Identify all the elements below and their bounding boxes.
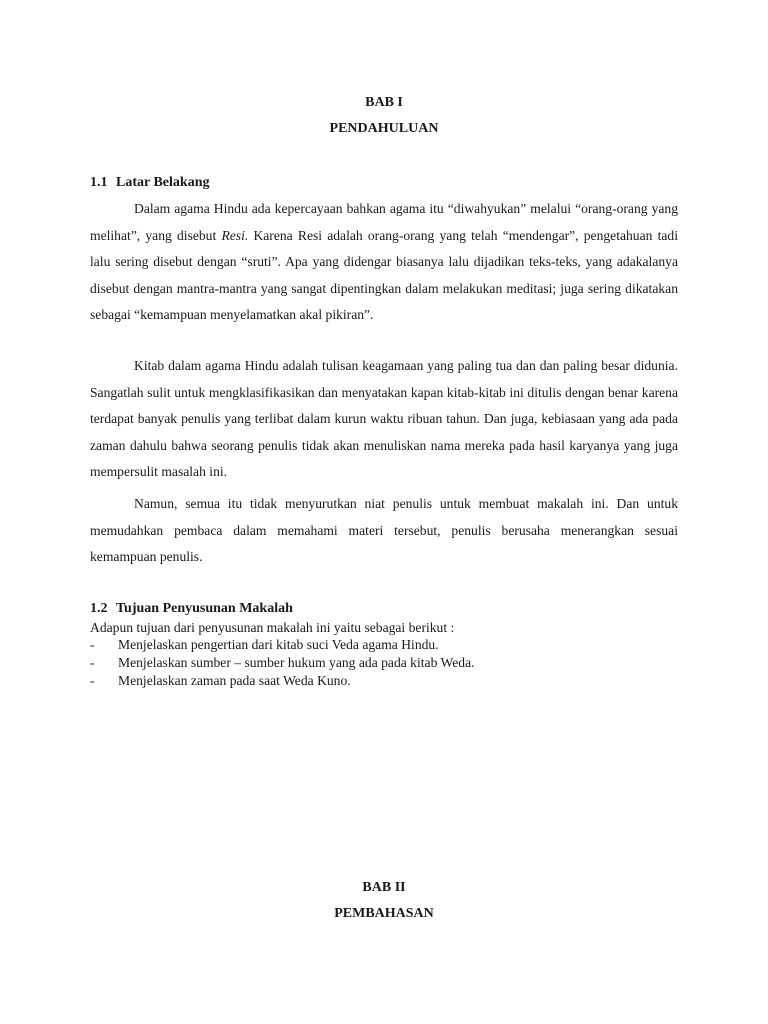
section-1-2-intro: Adapun tujuan dari penyusunan makalah ini yaitu sebagai berikut : (90, 620, 455, 635)
list-item-text: Menjelaskan zaman pada saat Weda Kuno. (118, 673, 351, 688)
chapter-1-title: BAB I (365, 95, 403, 110)
paragraph-1-part-a: Dalam agama Hindu ada kepercayaan bahkan agama itu “diwahyukan” melalui “orang-orang yang melihat”, yang disebut (90, 201, 678, 243)
section-1-2-heading (90, 601, 293, 617)
paragraph-1 (90, 196, 678, 329)
chapter-2-subtitle: PEMBAHASAN (334, 906, 434, 921)
paragraph-1-resi: Resi. (221, 227, 249, 243)
paragraph-1-part-b: Karena Resi adalah orang-orang yang telah “mendengar”, pengetahuan tadi lalu sering disebut dengan “sruti”. Apa yang didengar biasanya lalu dijadikan teks-teks, yang adakalanya disebut dengan mantra-mantra yang sangat dipentingkan dalam melakukan meditasi; juga sering dikatakan sebagai “kemampuan menyelamatkan akal pikiran”. (90, 227, 678, 323)
section-1-2-title: Tujuan Penyusunan Makalah (116, 601, 293, 616)
paragraph-2: Kitab dalam agama Hindu adalah tulisan keagamaan yang paling tua dan dan paling besar didunia. Sangatlah sulit untuk mengklasifikasikan dan menyatakan kapan kitab-kitab ini ditulis dengan benar karena terdapat banyak penulis yang terlibat dalam kurun waktu ribuan tahun. Dan juga, kebiasaan yang ada pada zaman dahulu bahwa seorang penulis tidak akan menuliskan nama mereka pada hasil karyanya yang juga mempersulit masalah ini. (90, 358, 678, 480)
section-1-1-number: 1.1 (90, 175, 108, 190)
chapter-1-subtitle: PENDAHULUAN (329, 121, 439, 136)
section-1-1-title: Latar Belakang (116, 175, 210, 190)
list-bullet: - (90, 637, 95, 652)
paragraph-3: Namun, semua itu tidak menyurutkan niat penulis untuk membuat makalah ini. Dan untuk memudahkan pembaca dalam memahami materi tersebut, penulis berusaha menerangkan sesuai kemampuan penulis. (90, 496, 678, 565)
section-1-1-heading (90, 175, 209, 191)
list-bullet: - (90, 673, 95, 688)
list-bullet: - (90, 655, 95, 670)
section-1-2-number: 1.2 (90, 601, 108, 616)
list-item-text: Menjelaskan pengertian dari kitab suci Veda agama Hindu. (118, 637, 439, 652)
list-item-text: Menjelaskan sumber – sumber hukum yang ada pada kitab Weda. (118, 655, 475, 670)
chapter-2-title: BAB II (362, 880, 406, 895)
